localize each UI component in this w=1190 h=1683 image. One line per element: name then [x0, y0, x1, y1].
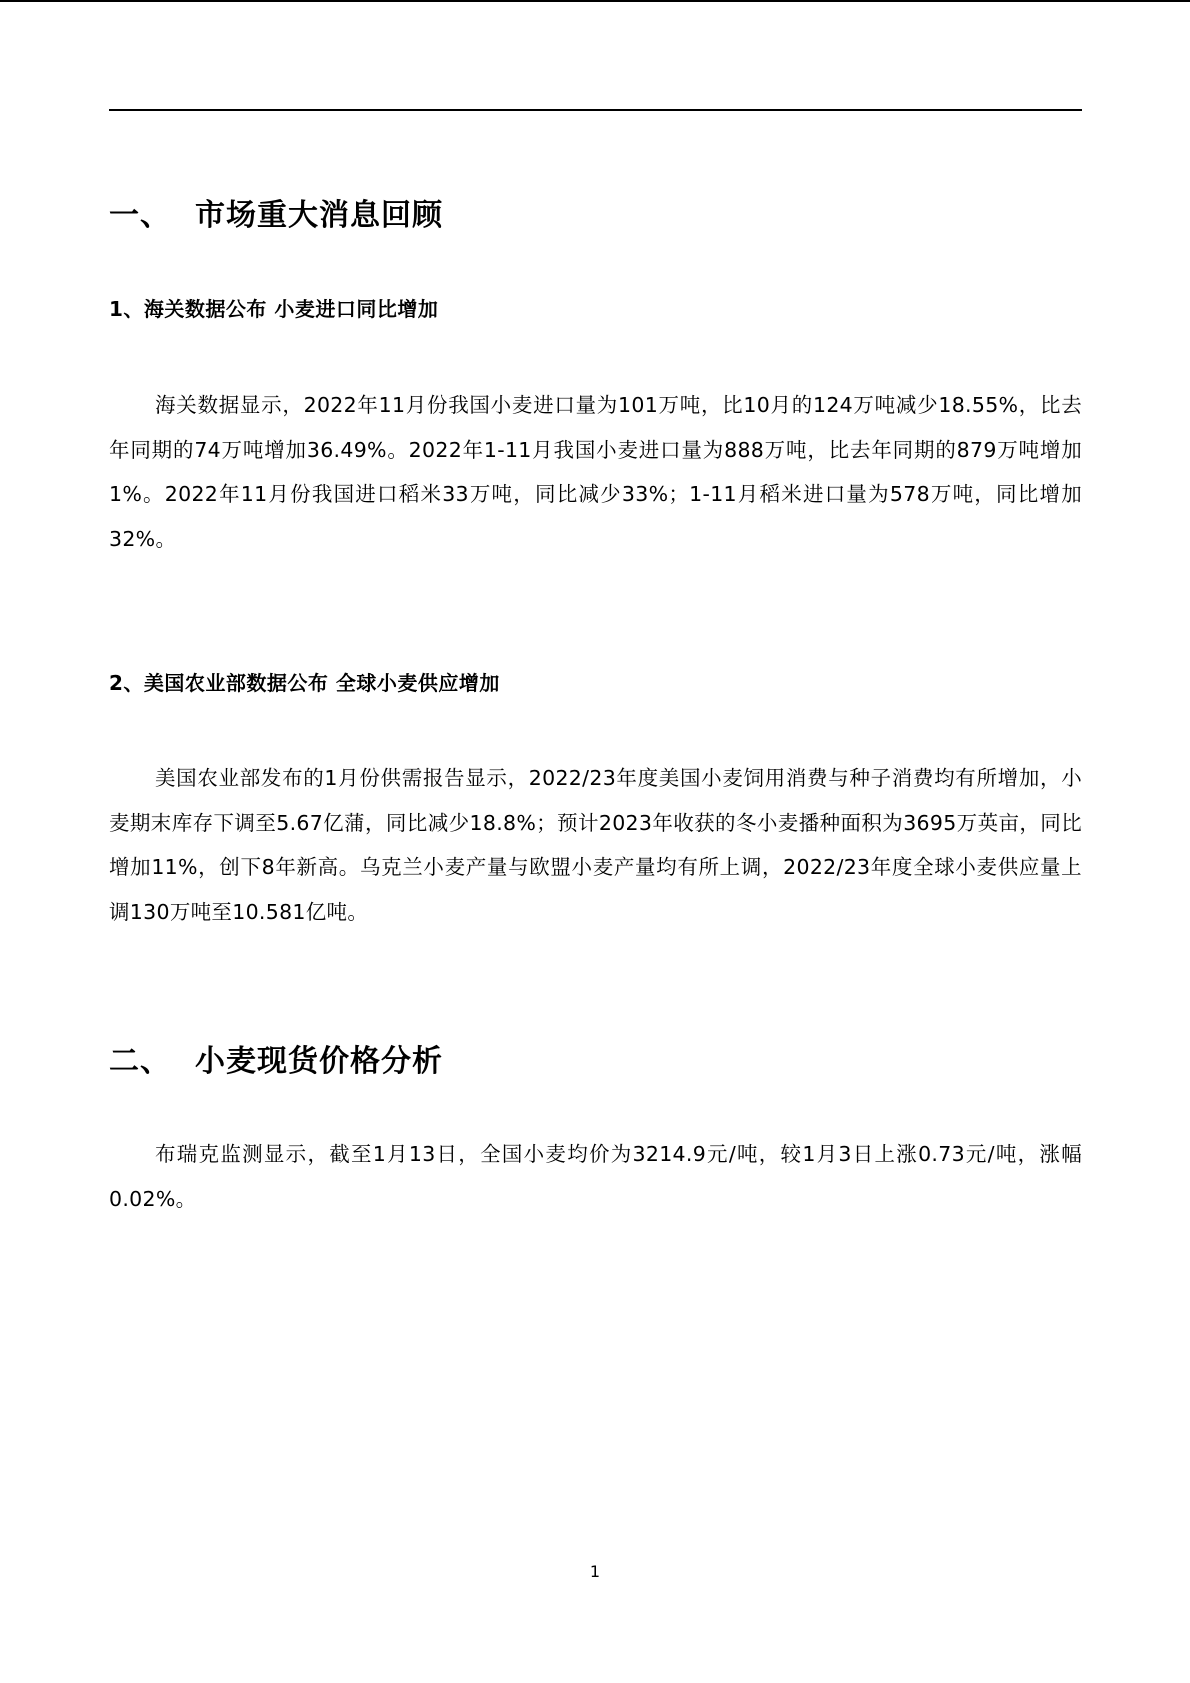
section-number-1: 一、 [109, 198, 171, 233]
page-top-border [0, 0, 1190, 2]
subheading-customs-data: 1、海关数据公布 小麦进口同比增加 [109, 297, 439, 321]
paragraph-usda-data: 美国农业部发布的1月份供需报告显示，2022/23年度美国小麦饲用消费与种子消费均有所增加，小麦期末库存下调至5.67亿蒲，同比减少18.8%；预计2023年收获的冬小麦播种面积为3695万英亩，同比增加11%，创下8年新高。乌克兰小麦产量与欧盟小麦产量均有所上调，2022/23年度全球小麦供应量上调130万吨至10.581亿吨。 [109, 766, 1082, 924]
page-number: 1 [589, 1562, 601, 1581]
section-number-2: 二、 [109, 1044, 171, 1079]
section-heading-1 [109, 196, 443, 236]
header-rule [109, 109, 1082, 111]
paragraph-spot-price: 布瑞克监测显示，截至1月13日，全国小麦均价为3214.9元/吨，较1月3日上涨0.73元/吨，涨幅0.02%。 [109, 1142, 1082, 1211]
paragraph-customs-data: 海关数据显示，2022年11月份我国小麦进口量为101万吨，比10月的124万吨减少18.55%，比去年同期的74万吨增加36.49%。2022年1-11月我国小麦进口量为888万吨，比去年同期的879万吨增加1%。2022年11月份我国进口稻米33万吨，同比减少33%；1-11月稻米进口量为578万吨，同比增加32%。 [109, 393, 1082, 551]
section-heading-2 [109, 1042, 443, 1082]
section-title-1: 市场重大消息回顾 [195, 198, 443, 233]
subheading-usda-data: 2、美国农业部数据公布 全球小麦供应增加 [109, 671, 500, 695]
section-title-2: 小麦现货价格分析 [195, 1044, 443, 1079]
